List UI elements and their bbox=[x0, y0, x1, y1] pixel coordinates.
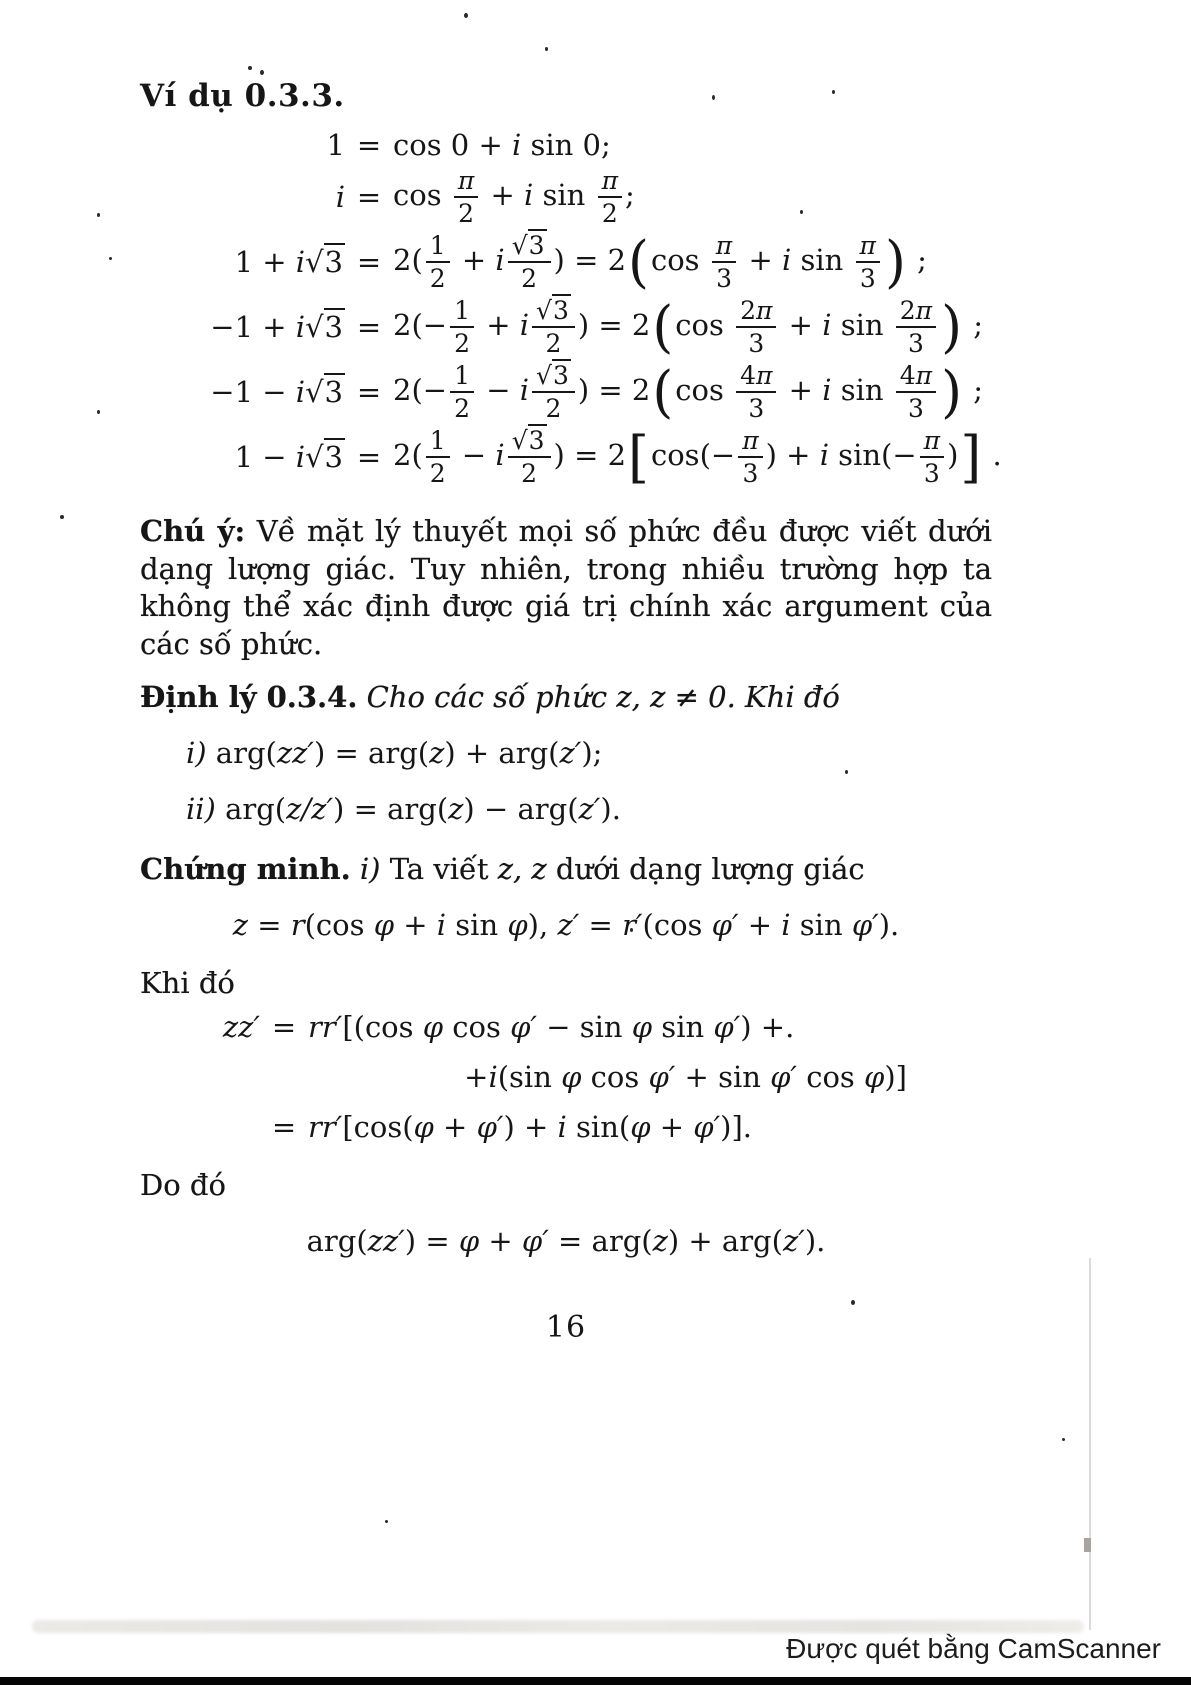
equation-rhs: 2( $\frac{1}{2}$ − i $\frac{√3}{2}$ ) = 2[cos(− $\frac{\pi}{3}$ ) + i sin(− $\frac{\pi}{3}$ )] . bbox=[393, 422, 1002, 490]
equation-rhs: 2(− $\frac{1}{2}$ − i $\frac{√3}{2}$ ) = 2(cos $\frac{4\pi}{3}$ + i sin $\frac{4\pi}{3}$ ) ; bbox=[393, 357, 984, 425]
page-edge-shadow bbox=[1089, 1258, 1091, 1630]
scan-speckle bbox=[248, 66, 252, 70]
equals-sign: = bbox=[356, 375, 382, 409]
scan-speckle bbox=[109, 257, 112, 260]
equation-lhs: −1 − i√3 bbox=[210, 375, 343, 409]
theorem bbox=[140, 680, 992, 714]
note-text: Về mặt lý thuyết mọi số phức đều được viết dưới dạng lượng giác. Tuy nhiên, trong nhiều trường hợp ta không thể xác định được giá trị chính xác argument của các số phức. bbox=[140, 514, 992, 662]
equation-rhs: cos $\frac{\pi}{2}$ + i sin $\frac{\pi}{2}$ ; bbox=[393, 166, 635, 228]
equation-lhs: 1 bbox=[326, 128, 345, 162]
equation-rhs: rr′[cos(φ + φ′) + i sin(φ + φ′)]. bbox=[308, 1109, 753, 1144]
equation-rhs: 2( $\frac{1}{2}$ + i $\frac{√3}{2}$ ) = 2(cos $\frac{\pi}{3}$ + i sin $\frac{\pi}{3}$ ) ; bbox=[393, 227, 927, 295]
equation-lhs: 1 − i√3 bbox=[234, 440, 343, 474]
theorem-label: Định lý 0.3.4. bbox=[140, 679, 358, 714]
scan-speckle bbox=[464, 13, 468, 18]
proof-heading bbox=[140, 852, 992, 886]
example-equations bbox=[140, 128, 1002, 490]
polar-form-equation: z = r(cos φ + i sin φ), z′ = r′(cos φ′ + i sin φ′). bbox=[232, 907, 900, 942]
do-do-text: Do đó bbox=[140, 1167, 226, 1202]
theorem-statement: Cho các số phức z, z ≠ 0. Khi đó bbox=[357, 679, 840, 714]
proof-label: Chứng minh. bbox=[140, 851, 351, 886]
theorem-item-i: i) arg(zz′) = arg(z) + arg(z′); bbox=[186, 735, 603, 770]
equation-row bbox=[140, 292, 992, 360]
equation-row bbox=[140, 227, 992, 295]
equation-rhs: 2(− $\frac{1}{2}$ + i $\frac{√3}{2}$ ) = 2(cos $\frac{2\pi}{3}$ + i sin $\frac{2\pi}{3}$ ) ; bbox=[393, 292, 984, 360]
equation-lhs: zz′ bbox=[222, 1009, 260, 1044]
camscanner-watermark: Được quét bằng CamScanner bbox=[786, 1633, 1161, 1664]
equation-row bbox=[140, 357, 992, 425]
scan-smudge bbox=[32, 1620, 1084, 1633]
page-content bbox=[140, 78, 1002, 1345]
bottom-bar bbox=[0, 1677, 1191, 1685]
scan-speckle bbox=[97, 410, 100, 414]
scan-speckle bbox=[385, 1520, 388, 1523]
equation-row bbox=[140, 422, 1002, 490]
equation-continuation: +i(sin φ cos φ′ + sin φ′ cos φ)] bbox=[464, 1059, 907, 1094]
khi-do-text: Khi đó bbox=[140, 965, 235, 1000]
note-label: Chú ý: bbox=[140, 514, 246, 548]
proof-intro: i) Ta viết z, z dưới dạng lượng giác bbox=[359, 851, 865, 886]
note-paragraph bbox=[140, 513, 992, 664]
equals-sign: = bbox=[271, 1109, 297, 1144]
equation-row bbox=[140, 128, 992, 162]
theorem-item-ii: ii) arg(z/z′) = arg(z) − arg(z′). bbox=[186, 791, 621, 826]
page-number: 16 bbox=[545, 1309, 587, 1345]
equals-sign: = bbox=[356, 128, 382, 162]
scan-speckle bbox=[260, 70, 264, 75]
page-edge-notch bbox=[1084, 1538, 1091, 1552]
equation-rhs: rr′[(cos φ cos φ′ − sin φ sin φ′) +. bbox=[308, 1009, 795, 1044]
scan-speckle bbox=[545, 47, 548, 51]
equals-sign: = bbox=[356, 440, 382, 474]
scan-speckle bbox=[1062, 1438, 1065, 1441]
equals-sign: = bbox=[356, 310, 382, 344]
argument-sum-equation: arg(zz′) = φ + φ′ = arg(z) + arg(z′). bbox=[306, 1223, 826, 1258]
example-title: Ví dụ 0.3.3. bbox=[140, 78, 345, 114]
equals-sign: = bbox=[271, 1009, 297, 1044]
equation-row bbox=[140, 167, 992, 227]
equation-lhs: i bbox=[335, 180, 345, 214]
equals-sign: = bbox=[356, 245, 382, 279]
equals-sign: = bbox=[356, 180, 382, 214]
equation-lhs: −1 + i√3 bbox=[210, 310, 343, 344]
equation-rhs: cos 0 + i sin 0; bbox=[393, 128, 611, 162]
scan-speckle bbox=[60, 515, 64, 519]
equation-lhs: 1 + i√3 bbox=[234, 245, 343, 279]
scan-speckle bbox=[97, 213, 100, 217]
product-derivation bbox=[140, 1010, 992, 1144]
